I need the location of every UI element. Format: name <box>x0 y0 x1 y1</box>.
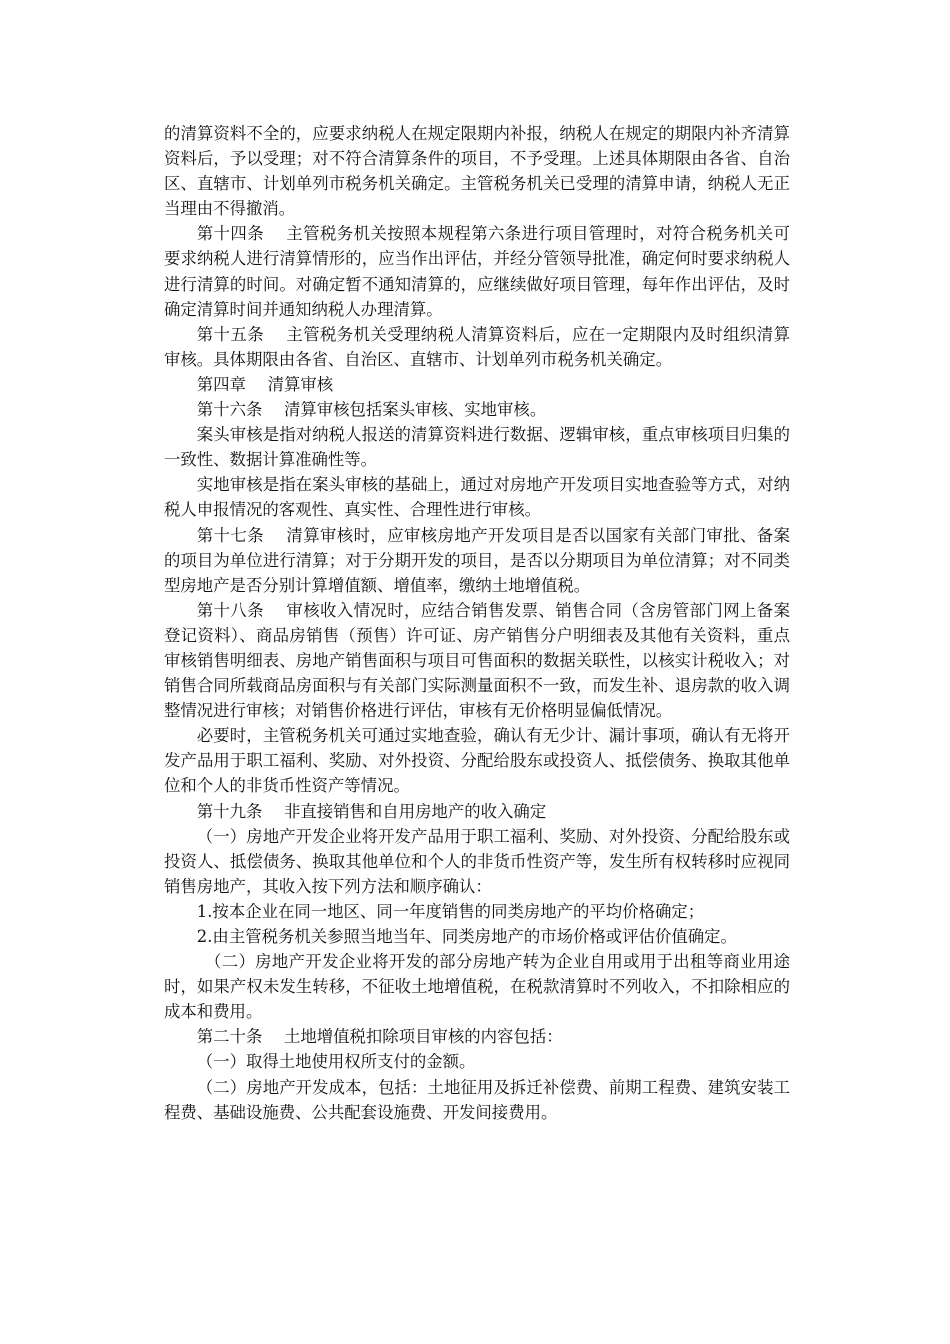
document-page <box>164 121 790 1125</box>
article-19-item-2: （二）房地产开发企业将开发的部分房地产转为企业自用或用于出租等商业用途时，如果产权未发生转移，不征收土地增值税，在税款清算时不列收入，不扣除相应的成本和费用。 <box>164 952 790 1022</box>
article-20: 第二十条 土地增值税扣除项目审核的内容包括： <box>196 1027 563 1047</box>
article-20-item-1: （一）取得土地使用权所支付的金额。 <box>196 1052 476 1072</box>
article-19-item-1: （一）房地产开发企业将开发产品用于职工福利、奖励、对外投资、分配给股东或投资人、抵偿债务、换取其他单位和个人的非货币性资产等，发生所有权转移时应视同销售房地产，其收入按下列方法和顺序确认： <box>164 826 790 896</box>
article-19: 第十九条 非直接销售和自用房地产的收入确定 <box>196 801 547 821</box>
paragraph-continuation: 的清算资料不全的，应要求纳税人在规定限期内补报，纳税人在规定的期限内补齐清算资料后，予以受理；对不符合清算条件的项目，不予受理。上述具体期限由各省、自治区、直辖市、计划单列市税务机关确定。主管税务机关已受理的清算申请，纳税人无正当理由不得撤消。 <box>164 124 790 219</box>
article-20-item-2: （二）房地产开发成本，包括：土地征用及拆迁补偿费、前期工程费、建筑安装工程费、基础设施费、公共配套设施费、开发间接费用。 <box>164 1077 790 1122</box>
article-16: 第十六条 清算审核包括案头审核、实地审核。 <box>196 400 547 420</box>
article-15: 第十五条 主管税务机关受理纳税人清算资料后，应在一定期限内及时组织清算审核。具体期限由各省、自治区、直辖市、计划单列市税务机关确定。 <box>164 324 790 369</box>
article-17: 第十七条 清算审核时，应审核房地产开发项目是否以国家有关部门审批、备案的项目为单位进行清算；对于分期开发的项目，是否以分期项目为单位清算；对不同类型房地产是否分别计算增值额、增值率，缴纳土地增值税。 <box>164 525 790 595</box>
article-19-item-1-point-2: 2.由主管税务机关参照当地当年、同类房地产的市场价格或评估价值确定。 <box>196 927 737 946</box>
article-18: 第十八条 审核收入情况时，应结合销售发票、销售合同（含房管部门网上备案登记资料）、商品房销售（预售）许可证、房产销售分户明细表及其他有关资料，重点审核销售明细表、房地产销售面积与项目可售面积的数据关联性，以核实计税收入；对销售合同所载商品房面积与有关部门实际测量面积不一致，而发生补、退房款的收入调整情况进行审核；对销售价格进行评估，审核有无价格明显偏低情况。 <box>164 600 790 721</box>
desk-review-paragraph: 案头审核是指对纳税人报送的清算资料进行数据、逻辑审核，重点审核项目归集的一致性、数据计算准确性等。 <box>164 425 790 470</box>
article-18-supplement: 必要时，主管税务机关可通过实地查验，确认有无少计、漏计事项，确认有无将开发产品用于职工福利、奖励、对外投资、分配给股东或投资人、抵偿债务、换取其他单位和个人的非货币性资产等情况。 <box>164 726 790 796</box>
chapter-4-heading: 第四章 清算审核 <box>196 374 334 394</box>
article-14: 第十四条 主管税务机关按照本规程第六条进行项目管理时，对符合税务机关可要求纳税人进行清算情形的，应当作出评估，并经分管领导批准，确定何时要求纳税人进行清算的时间。对确定暂不通知清算的，应继续做好项目管理，每年作出评估，及时确定清算时间并通知纳税人办理清算。 <box>164 224 790 319</box>
field-review-paragraph: 实地审核是指在案头审核的基础上，通过对房地产开发项目实地查验等方式，对纳税人申报情况的客观性、真实性、合理性进行审核。 <box>164 475 790 520</box>
article-19-item-1-point-1: 1.按本企业在同一地区、同一年度销售的同类房地产的平均价格确定； <box>196 901 705 921</box>
